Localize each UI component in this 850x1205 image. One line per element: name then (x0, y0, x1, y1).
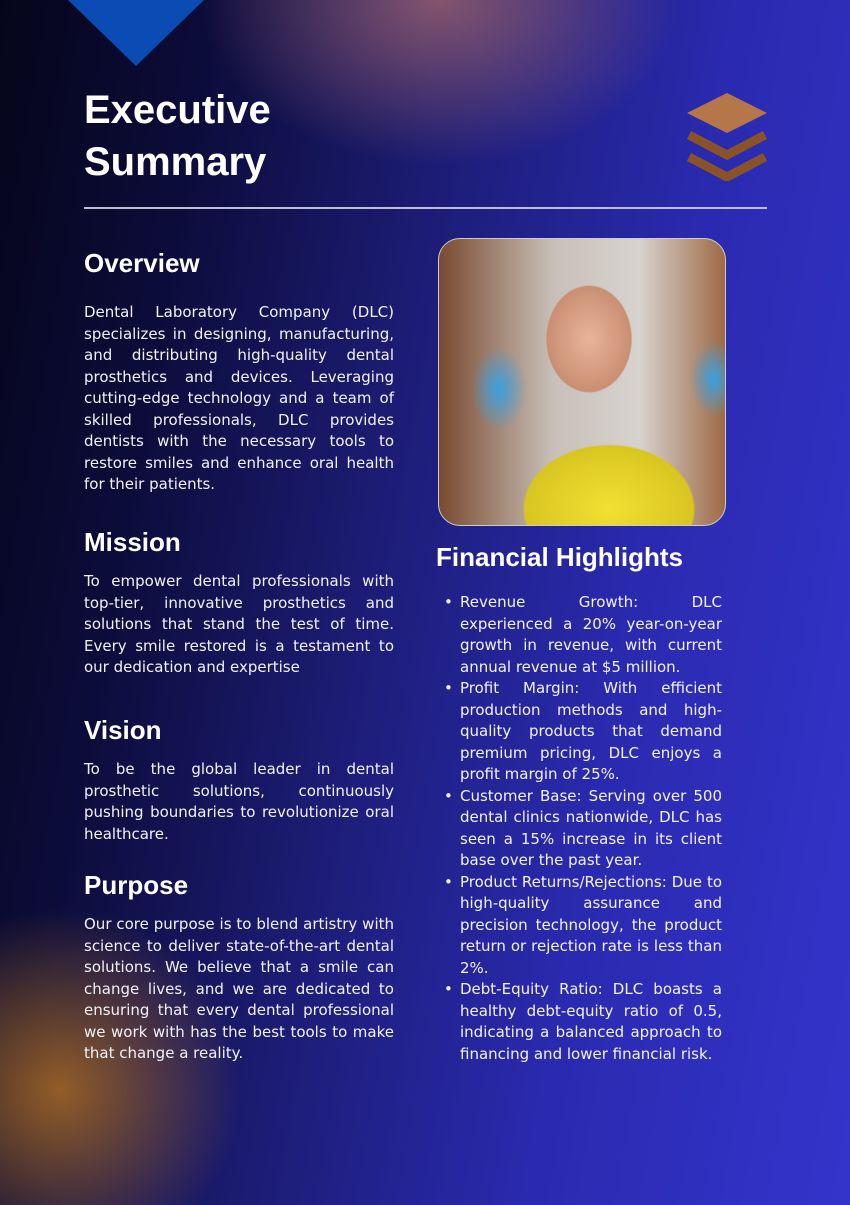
mission-section (84, 527, 394, 679)
purpose-section (84, 870, 394, 1065)
overview-text: Dental Laboratory Company (DLC) specializes in designing, manufacturing, and distributing high-quality dental prosthetics and devices. Leveraging cutting-edge technology and a team of skilled professionals, DLC provides dentists with the necessary tools to restore smiles and enhance oral health for their patients. (84, 303, 394, 493)
purpose-text: Our core purpose is to blend artistry with science to deliver state-of-the-art dental solutions. We believe that a smile can change lives, and we are dedicated to ensuring that every dental professional we work with has the best tools to make that change a reality. (84, 915, 394, 1062)
mission-heading: Mission (84, 527, 181, 557)
list-item: • Customer Base: Serving over 500 dental clinics nationwide, DLC has seen a 15% increase in its client base over the past year. (436, 786, 722, 872)
financial-heading: Financial Highlights (436, 542, 684, 572)
corner-triangle-decoration (68, 0, 204, 66)
vision-text: To be the global leader in dental prosthetic solutions, continuously pushing boundaries to revolutionize oral healthcare. (84, 760, 394, 843)
overview-heading: Overview (84, 248, 200, 278)
financial-list (436, 592, 722, 1065)
layers-icon (685, 93, 769, 181)
dental-patient-photo (438, 238, 726, 526)
list-item: • Debt-Equity Ratio: DLC boasts a healthy debt-equity ratio of 0.5, indicating a balanced approach to financing and lower financial risk. (436, 979, 722, 1065)
list-item: • Profit Margin: With efficient production methods and high-quality products that demand premium pricing, DLC enjoys a profit margin of 25%. (436, 678, 722, 786)
financial-highlights-section (436, 542, 722, 1065)
mission-text: To empower dental professionals with top-tier, innovative prosthetics and solutions that stand the test of time. Every smile restored is a testament to our dedication and expertise (84, 572, 394, 676)
vision-section (84, 715, 394, 845)
list-item: • Revenue Growth: DLC experienced a 20% year-on-year growth in revenue, with current annual revenue at $5 million. (436, 592, 722, 678)
purpose-heading: Purpose (84, 870, 189, 900)
vision-heading: Vision (84, 715, 162, 745)
overview-section (84, 248, 394, 496)
page-title: Executive Summary (84, 88, 271, 184)
list-item: • Product Returns/Rejections: Due to high-quality assurance and precision technology, the product return or rejection rate is less than 2%. (436, 872, 722, 980)
divider (84, 207, 767, 209)
